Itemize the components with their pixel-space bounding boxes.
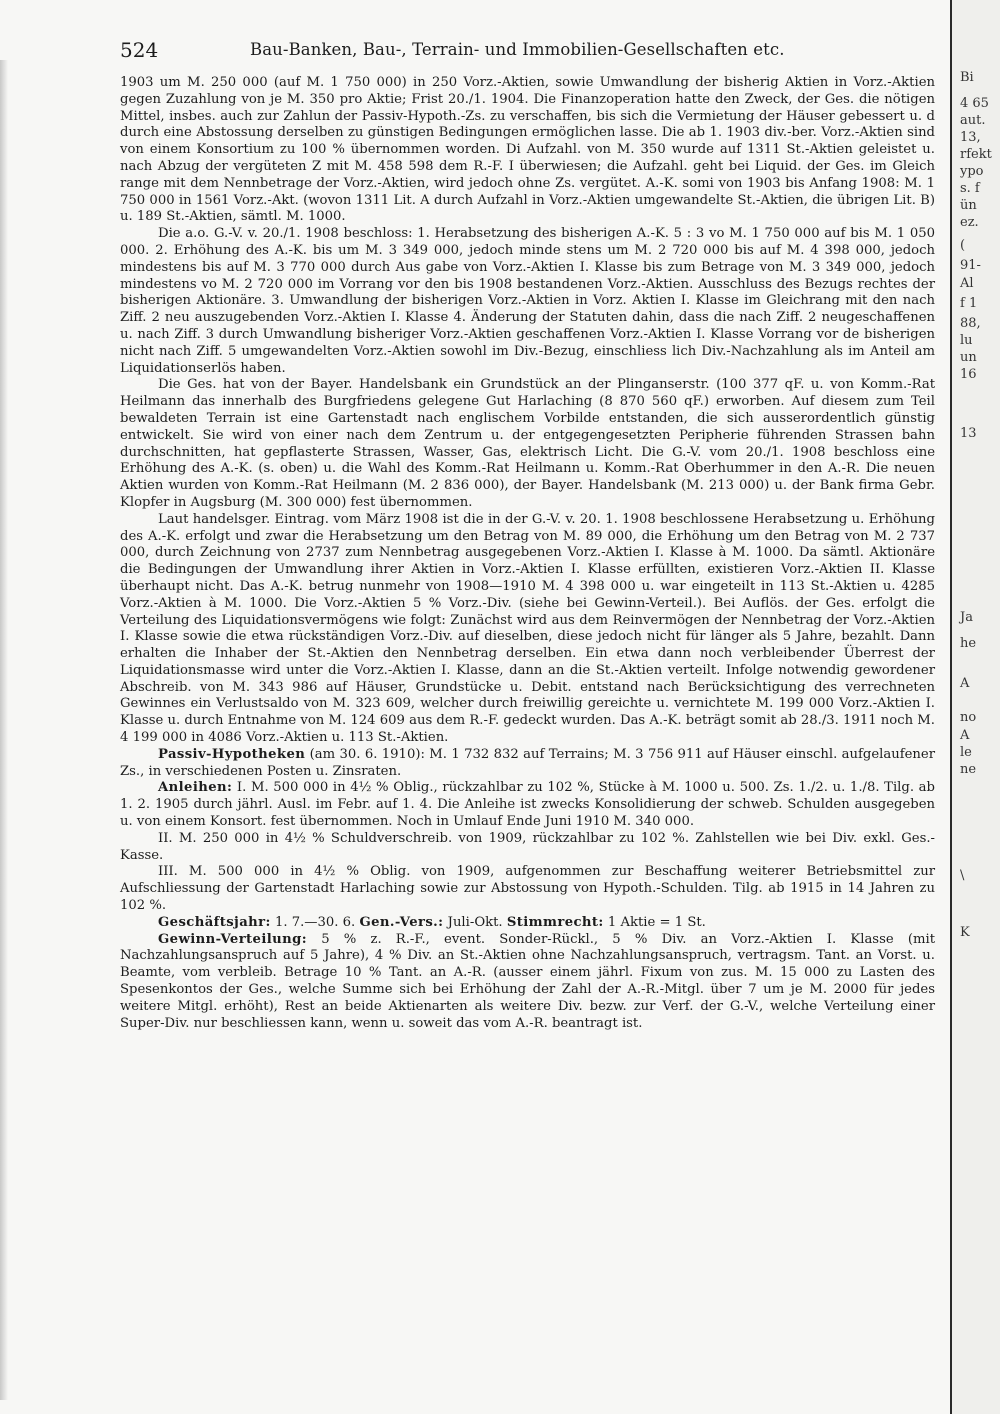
adjacent-page-strip (950, 0, 1000, 1414)
margin-fragment: \ (960, 868, 965, 883)
page-header (120, 30, 940, 60)
paragraph: Die a.o. G.-V. v. 20./1. 1908 beschloss: 1. Herabsetzung des bisherigen A.-K. 5 : 3 vo M. 1 750 000 auf bis M. 1 050 000. 2. Erhöhung des A.-K. bis um M. 3 349 000, jedoch minde stens um M. 2 720 000 bis auf M. 4 398 000, jedoch mindestens bis auf M. 3 770 000 durch Aus gabe von Vorz.-Aktien I. Klasse bis zum Betrage von M. 3 349 000, jedoch mindestens vo M. 2 720 000 im Vorrang vor den bis 1908 bestandenen Vorz.-Aktien. Ausschluss des Bezugs rechtes der bisherigen Aktionäre. 3. Umwandlung der bisherigen Vorz.-Aktien in Vorz. Aktien I. Klasse im Gleichrang mit den nach Ziff. 2 neu auszugebenden Vorz.-Aktien I. Klasse 4. Änderung der Statuten dahin, dass die nach Ziff. 2 neugeschaffenen u. nach Ziff. 3 durch Umwandlung bisheriger Vorz.-Aktien geschaffenen Vorz.-Aktien I. Klasse Vorrang vor de bisherigen nicht nach Ziff. 5 umgewandelten Vorz.-Aktien sowohl im Div.-Bezug, einschliess lich Div.-Nachzahlung als im Anteil am Liquidationserlös haben. (120, 226, 935, 376)
margin-fragment: 13 (960, 426, 977, 441)
anleihe-ii: II. M. 250 000 in 4½ % Schuldverschreib. von 1909, rückzahlbar zu 102 %. Zahlstellen wie bei Div. exkl. Ges.-Kasse. (120, 830, 935, 863)
margin-fragment: f 1 (960, 296, 978, 311)
margin-fragment: Ja (960, 610, 973, 625)
margin-fragment: le (960, 745, 972, 760)
margin-fragment: he (960, 636, 977, 651)
margin-fragment: 13, (960, 130, 981, 145)
margin-fragment: lu (960, 333, 973, 348)
margin-fragment: Al (960, 276, 974, 291)
section-heading: Gewinn-Verteilung: (158, 931, 308, 947)
margin-fragment: K (960, 925, 970, 940)
margin-fragment: s. f (960, 181, 980, 196)
section-heading: Passiv-Hypotheken (158, 746, 306, 762)
section-text: 1 Aktie = 1 St. (607, 914, 706, 930)
section-heading: Gen.-Vers.: (359, 914, 444, 930)
margin-fragment: 88, (960, 316, 981, 331)
section-heading: Anleihen: (158, 780, 233, 796)
margin-fragment: ( (960, 238, 966, 253)
margin-fragment: ypo (960, 164, 984, 179)
margin-fragment: Bi (960, 70, 974, 85)
margin-fragment: 91- (960, 258, 981, 273)
margin-fragment: 16 (960, 367, 977, 382)
section-anleihen (120, 780, 935, 830)
running-title: Bau-Banken, Bau-, Terrain- und Immobilien-Gesellschaften etc. (250, 40, 785, 59)
binding-shadow (0, 60, 8, 1400)
margin-fragment: aut. (960, 113, 986, 128)
margin-fragment: 4 65 (960, 96, 989, 111)
margin-fragment: A (960, 728, 970, 743)
paragraph: 1903 um M. 250 000 (auf M. 1 750 000) in 250 Vorz.-Aktien, sowie Umwandlung der bisherig Aktien in Vorz.-Aktien gegen Zuzahlung von je M. 350 pro Aktie; Frist 20./1. 1904. Die Finanzoperation hatte den Zweck, der Ges. die nötigen Mittel, insbes. auch zur Zahlun der Passiv-Hypoth.-Zs. zu verschaffen, bis sich die Vermietung der Häuser gebessert u. d durch eine Abstossung derselben zu günstigen Bedingungen ermöglichen lasse. Die ab 1. 1903 div.-ber. Vorz.-Aktien sind von einem Konsortium zu 100 % übernommen worden. Di Aufzahl. von M. 350 wurde auf 1311 St.-Aktien geleistet u. nach Abzug der vergüteten Z mit M. 458 598 dem R.-F. I überwiesen; die Aufzahl. geht bei Liquid. der Ges. im Gleich range mit dem Nennbetrage der Vorz.-Aktien, wird jedoch ohne Zs. vergütet. A.-K. somi von 1903 bis Anfang 1908: M. 1 750 000 in 1561 Vorz.-Akt. (wovon 1311 Lit. A durch Aufzahl in Vorz.-Aktien umgewandelte St.-Aktien, die übrigen Lit. B) u. 189 St.-Aktien, sämtl. M. 1000. (120, 75, 935, 225)
section-text: (am 30. 6. 1910): M. 1 732 832 auf Terrains; M. 3 756 911 auf Häuser einschl. aufgelaufener Zs., in verschiedenen Posten u. Zinsraten. (120, 746, 935, 779)
paragraph: Laut handelsger. Eintrag. vom März 1908 ist die in der G.-V. v. 20. 1. 1908 beschlossene Herabsetzung u. Erhöhung des A.-K. erfolgt und zwar die Herabsetzung um den Betrag von M. 89 000, die Erhöhung um den Betrag von M. 2 737 000, durch Zeichnung von 2737 zum Nennbetrag ausgegebenen Vorz.-Aktien I. Klasse à M. 1000. Da sämtl. Aktionäre die Bedingungen der Umwandlung ihrer Aktien in Vorz.-Aktien I. Klasse erfüllten, existieren Vorz.-Aktien II. Klasse überhaupt nicht. Das A.-K. betrug nunmehr von 1908—1910 M. 4 398 000 u. war eingeteilt in 113 St.-Aktien u. 4285 Vorz.-Aktien à M. 1000. Die Vorz.-Aktien 5 % Vorz.-Div. (siehe bei Gewinn-Verteil.). Bei Auflös. der Ges. erfolgt die Verteilung des Liquidationsvermögens wie folgt: Zunächst wird aus dem Reinvermögen der Nennbetrag der Vorz.-Aktien I. Klasse sowie die etwa rückständigen Vorz.-Div. auf dieselben, diese jedoch nicht für länger als 5 Jahre, bezahlt. Dann erhalten die Inhaber der St.-Aktien den Nennbetrag derselben. Ein etwa dann noch verbleibender Überrest der Liquidationsmasse wird unter die Vorz.-Aktien I. Klasse, dann an die St.-Aktien verteilt. Infolge notwendig gewordener Abschreib. von M. 343 986 auf Häuser, Grundstücke u. Debit. entstand nach Berücksichtigung des verrechneten Gewinnes ein Verlustsaldo von M. 323 609, welcher durch freiwillig gereichte u. vernichtete M. 199 000 Vorz.-Aktien I. Klasse u. durch Entnahme von M. 124 609 aus dem R.-F. gedeckt wurden. Das A.-K. beträgt somit ab 28./3. 1911 noch M. 4 199 000 in 4086 Vorz.-Aktien u. 113 St.-Aktien. (120, 511, 935, 746)
margin-fragment: no (960, 710, 977, 725)
margin-fragment: A (960, 676, 970, 691)
section-heading: Stimmrecht: (506, 914, 604, 930)
section-heading: Geschäftsjahr: (158, 914, 271, 930)
section-geschaeftsjahr (120, 915, 935, 932)
page-number: 524 (120, 38, 159, 62)
section-passiv-hypotheken (120, 747, 935, 781)
section-text: I. M. 500 000 in 4½ % Oblig., rückzahlbar zu 102 %, Stücke à M. 1000 u. 500. Zs. 1./2. u. 1./8. Tilg. ab 1. 2. 1905 durch jährl. Ausl. im Febr. auf 1. 4. Die Anleihe ist zwecks Konsolidierung der schweb. Schulden ausgegeben u. von einem Konsort. fest übernommen. Noch in Umlauf Ende Juni 1910 M. 340 000. (120, 780, 935, 830)
section-text: 1. 7.—30. 6. (274, 914, 356, 930)
section-text: 5 % z. R.-F., event. Sonder-Rückl., 5 % Div. an Vorz.-Aktien I. Klasse (mit Nachzahlungsanspruch auf 5 Jahre), 4 % Div. an St.-Aktien ohne Nachzahlungsanspruch, vertragsm. Tant. an Vorst. u. Beamte, vom verbleib. Betrage 10 % Tant. an A.-R. (ausser einem jährl. Fixum von zus. M. 15 000 zu Lasten des Spesenkontos der Ges., welche Summe sich bei Erhöhung der Zahl der A.-R.-Mitgl. über 7 um je M. 2000 für jedes weitere Mitgl. erhöht), Rest an beide Aktienarten als weitere Div. bezw. zur Verf. der G.-V., welche Verteilung einer Super-Div. nur beschliessen kann, wenn u. soweit das vom A.-R. beantragt ist. (120, 931, 935, 1031)
margin-fragment: ün (960, 198, 977, 213)
margin-fragment: ne (960, 762, 977, 777)
margin-fragment: un (960, 350, 977, 365)
margin-fragment: ez. (960, 215, 979, 230)
anleihe-iii: III. M. 500 000 in 4½ % Oblig. von 1909, aufgenommen zur Beschaffung weiterer Betriebsmittel zur Aufschliessung der Gartenstadt Harlaching sowie zur Abstossung von Hypoth.-Schulden. Tilg. ab 1915 in 14 Jahren zu 102 %. (120, 864, 935, 914)
section-gewinn-verteilung (120, 932, 935, 1033)
paragraph: Die Ges. hat von der Bayer. Handelsbank ein Grundstück an der Plinganserstr. (100 377 qF. u. von Komm.-Rat Heilmann das innerhalb des Burgfriedens gelegene Gut Harlaching (8 870 560 qF.) erworben. Auf diesem zum Teil bewaldeten Terrain ist eine Gartenstadt nach englischem Vorbilde entstanden, die sich ausserordentlich günstig entwickelt. Sie wird von einer nach dem Zentrum u. der entgegengesetzten Peripherie führenden Strassen bahn durchschnitten, hat gepflasterte Strassen, Wasser, Gas, elektrisch Licht. Die G.-V. vom 20./1. 1908 beschloss eine Erhöhung des A.-K. (s. oben) u. die Wahl des Komm.-Rat Heilmann u. Komm.-Rat Oberhummer in den A.-R. Die neuen Aktien wurden von Komm.-Rat Heilmann (M. 2 836 000), der Bayer. Handelsbank (M. 213 000) u. der Bank firma Gebr. Klopfer in Augsburg (M. 300 000) fest übernommen. (120, 377, 935, 510)
body-text (120, 75, 935, 1032)
margin-fragment: rfekt (960, 147, 992, 162)
section-text: Juli-Okt. (447, 914, 503, 930)
